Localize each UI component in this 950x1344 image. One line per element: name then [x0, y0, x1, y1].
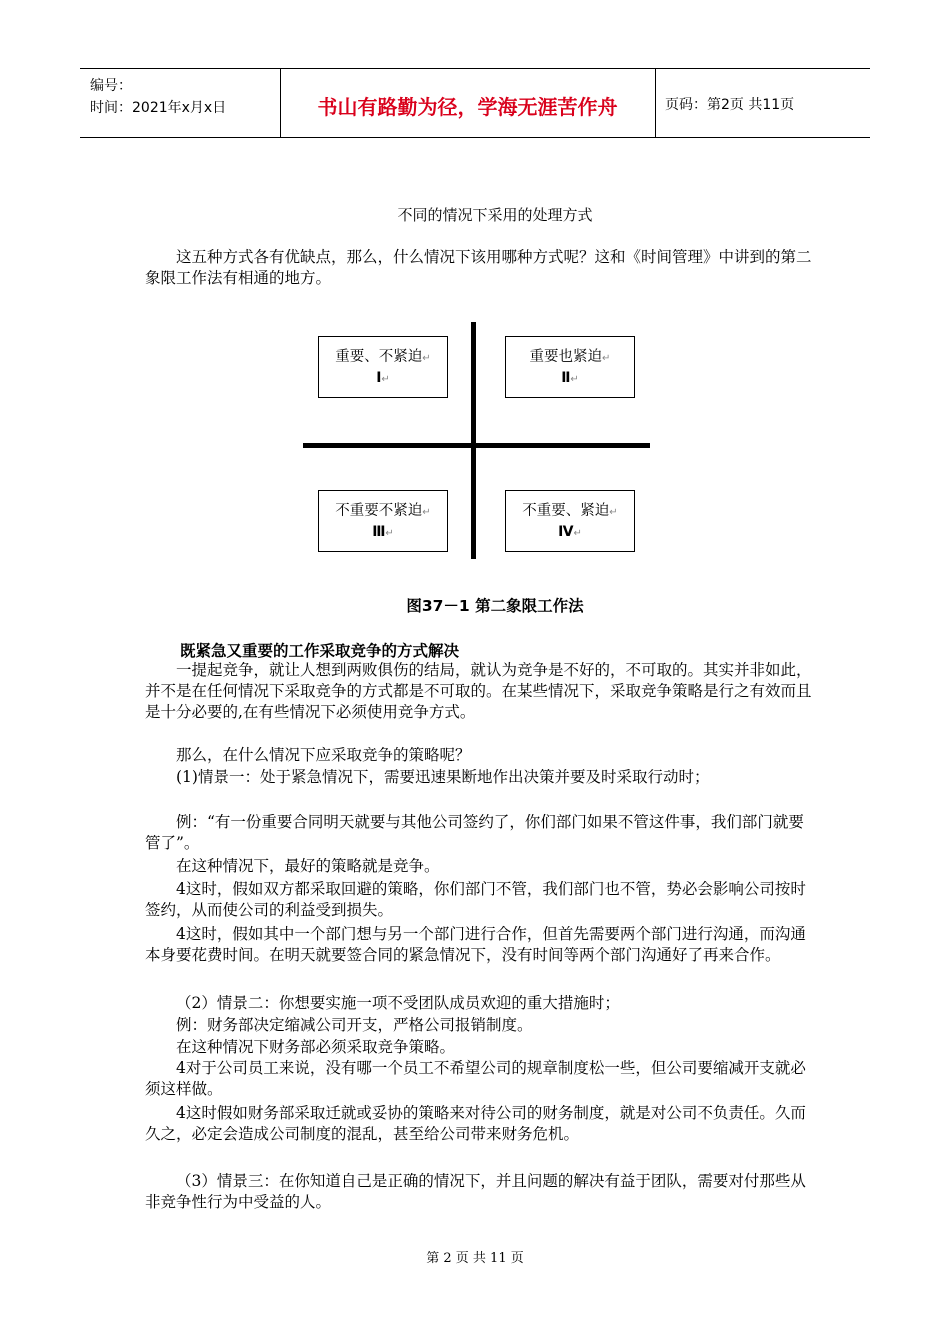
body-paragraph: 那么，在什么情况下应采取竞争的策略呢？ [176, 746, 471, 764]
quadrant-label: 不重要、紧迫↵ [522, 503, 618, 519]
body-paragraph: 例：“有一份重要合同明天就要与其他公司签约了，你们部门如果不管这件事，我们部门就要管了”。 [145, 813, 804, 852]
header-page-info: 页码：第2页 共11页 [665, 97, 795, 113]
quadrant-box-2 [505, 336, 635, 398]
doc-time-label: 时间：2021年x月x日 [90, 100, 227, 116]
body-paragraph: (1)情景一：处于紧急情况下，需要迅速果断地作出决策并要及时采取行动时； [176, 768, 710, 786]
doc-number-label: 编号： [90, 78, 132, 94]
header-divider [655, 69, 656, 137]
body-paragraph: 一提起竞争，就让人想到两败俱伤的结局，就认为竞争是不好的，不可取的。其实并非如此，并不是在任何情况下采取竞争的方式都是不可取的。在某些情况下，采取竞争策略是行之有效而且是十分必要的,在有些情况下必须使用竞争方式。 [145, 661, 812, 721]
quadrant-numeral: Ⅲ↵ [372, 524, 394, 540]
body-paragraph: 4这时，假如双方都采取回避的策略，你们部门不管，我们部门也不管，势必会影响公司按时签约，从而使公司的利益受到损失。 [145, 880, 806, 919]
quadrant-numeral: Ⅰ↵ [376, 370, 390, 386]
header-meta [90, 75, 226, 119]
quadrant-box-4 [505, 490, 635, 552]
body-paragraph: 4这时假如财务部采取迁就或妥协的策略来对待公司的财务制度，就是对公司不负责任。久而久之，必定会造成公司制度的混乱，甚至给公司带来财务危机。 [145, 1104, 806, 1143]
diagram-vertical-axis [471, 322, 476, 559]
quadrant-numeral: Ⅱ↵ [561, 370, 579, 386]
page-header [80, 68, 870, 138]
body-paragraph: （2）情景二：你想要实施一项不受团队成员欢迎的重大措施时； [176, 994, 620, 1012]
body-paragraph: （3）情景三：在你知道自己是正确的情况下，并且问题的解决有益于团队，需要对付那些从非竞争性行为中受益的人。 [145, 1172, 806, 1211]
body-paragraph: 4对于公司员工来说，没有哪一个员工不希望公司的规章制度松一些，但公司要缩减开支就必须这样做。 [145, 1059, 806, 1098]
quadrant-numeral: Ⅳ↵ [558, 524, 582, 540]
quadrant-box-3 [318, 490, 448, 552]
body-paragraph: 在这种情况下财务部必须采取竞争策略。 [176, 1038, 456, 1056]
figure-caption: 图37－1 第二象限工作法 [406, 597, 584, 615]
body-paragraph: 4这时，假如其中一个部门想与另一个部门进行合作，但首先需要两个部门进行沟通，而沟通本身要花费时间。在明天就要签合同的紧急情况下，没有时间等两个部门沟通好了再来合作。 [145, 925, 806, 964]
diagram-horizontal-axis [303, 443, 650, 448]
body-paragraph: 例：财务部决定缩减公司开支，严格公司报销制度。 [176, 1016, 533, 1034]
quadrant-box-1 [318, 336, 448, 398]
quadrant-label: 重要、不紧迫↵ [335, 349, 431, 365]
subheading: 既紧急又重要的工作采取竞争的方式解决 [180, 642, 460, 660]
quadrant-label: 不重要不紧迫↵ [335, 503, 431, 519]
header-motto: 书山有路勤为径，学海无涯苦作舟 [317, 95, 618, 119]
intro-paragraph: 这五种方式各有优缺点，那么，什么情况下该用哪种方式呢？这和《时间管理》中讲到的第二象限工作法有相通的地方。 [145, 248, 812, 287]
page-footer: 第 2 页 共 11 页 [426, 1251, 524, 1266]
body-paragraph: 在这种情况下，最好的策略就是竞争。 [176, 857, 440, 875]
quadrant-label: 重要也紧迫↵ [529, 349, 611, 365]
section-title: 不同的情况下采用的处理方式 [397, 206, 593, 224]
